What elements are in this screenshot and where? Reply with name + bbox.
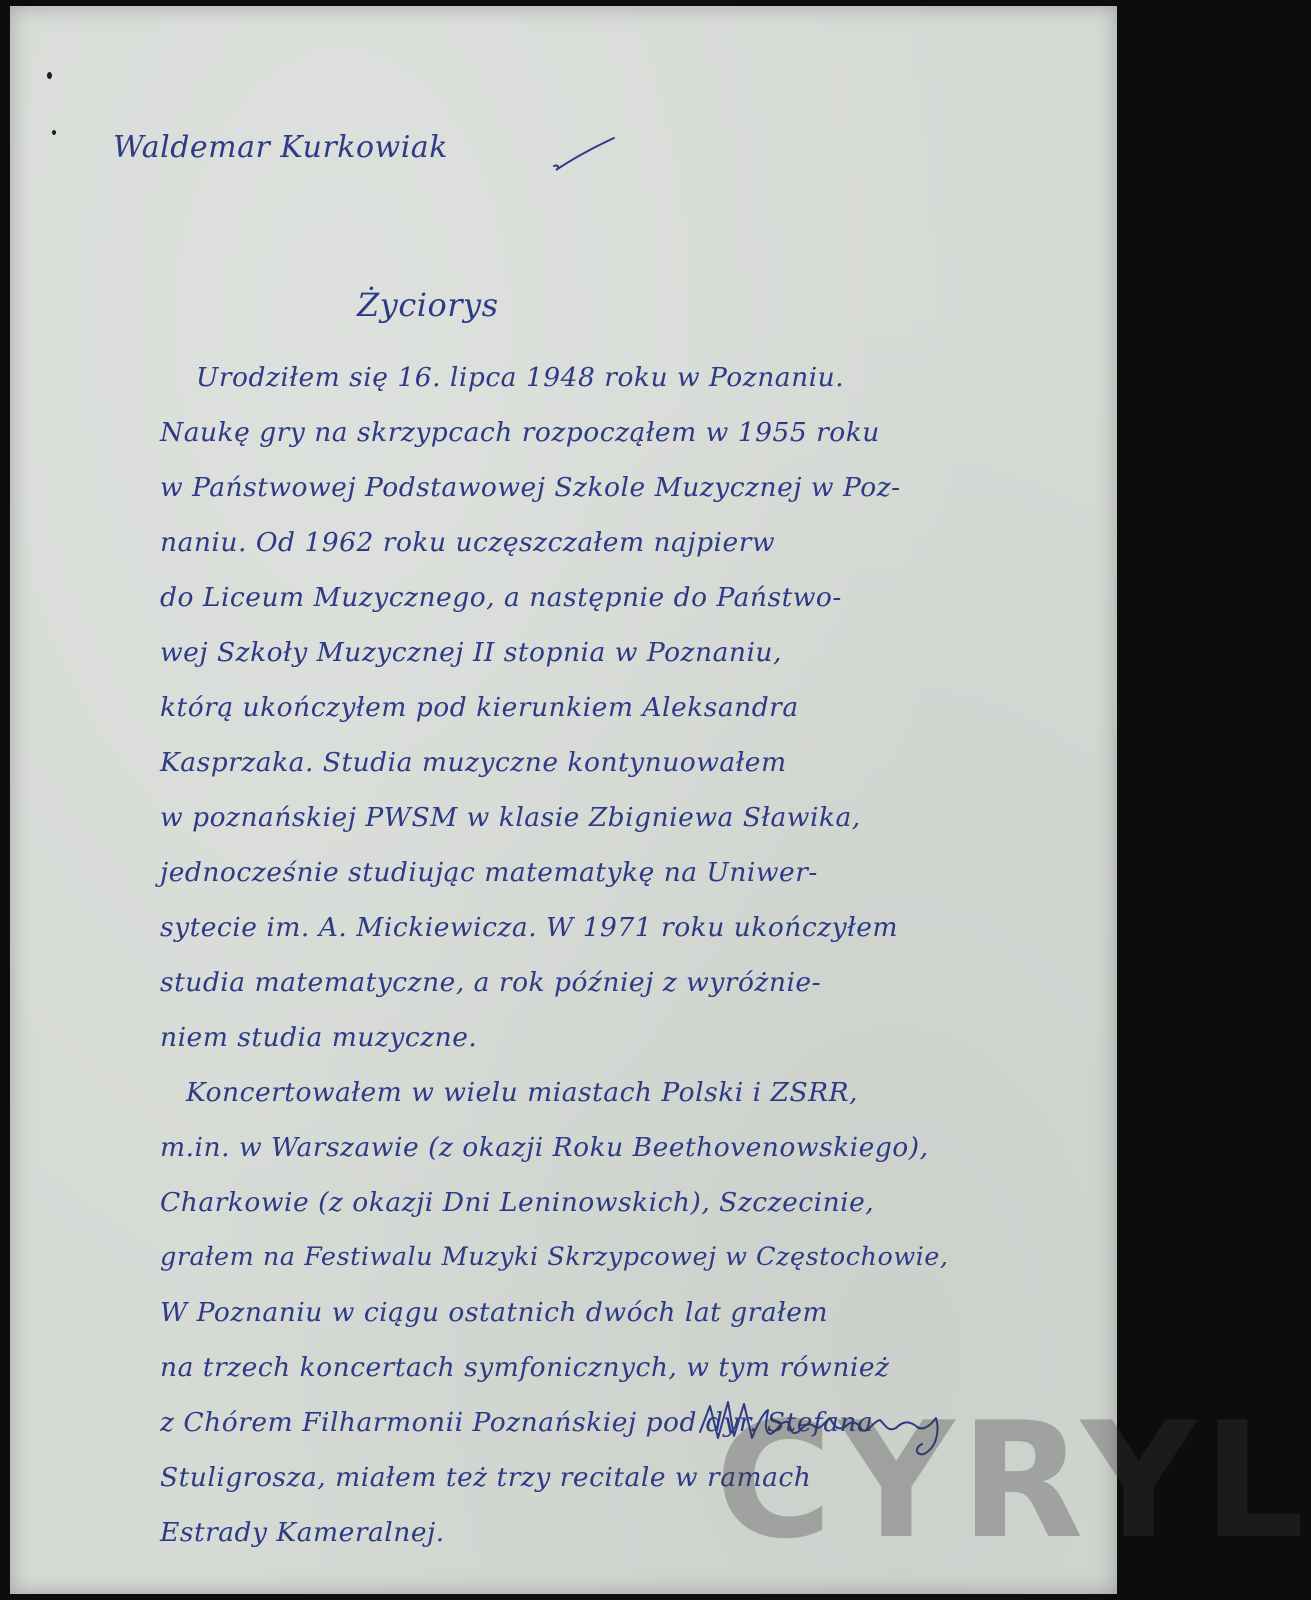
watermark-logo: CYRYL — [715, 1387, 1311, 1574]
text-line: niem studia muzyczne. — [160, 1022, 478, 1053]
text-line: Koncertowałem w wielu miastach Polski i ZSRR, — [186, 1077, 858, 1108]
text-line: Estrady Kameralnej. — [160, 1517, 445, 1548]
text-line: jednocześnie studiując matematykę na Uniwer- — [160, 857, 818, 888]
text-line: na trzech koncertach symfonicznych, w tym również — [160, 1352, 890, 1383]
text-line: Kasprzaka. Studia muzyczne kontynuowałem — [160, 747, 787, 778]
text-line: z Chórem Filharmonii Poznańskiej pod dyr. Stefana — [160, 1407, 874, 1438]
text-line: grałem na Festiwalu Muzyki Skrzypcowej w Częstochowie, — [160, 1242, 949, 1272]
text-line: studia matematyczne, a rok później z wyróżnie- — [160, 967, 822, 998]
text-line: Charkowie (z okazji Dni Leninowskich), Szczecinie, — [160, 1187, 875, 1218]
author-name: Waldemar Kurkowiak — [113, 130, 448, 165]
paper-speck — [52, 130, 56, 135]
text-line: Urodziłem się 16. lipca 1948 roku w Poznaniu. — [196, 362, 845, 393]
text-line: w poznańskiej PWSM w klasie Zbigniewa Sławika, — [160, 802, 861, 833]
text-line: naniu. Od 1962 roku uczęszczałem najpierw — [160, 527, 776, 558]
text-line: Stuligrosza, miałem też trzy recitale w ramach — [160, 1462, 812, 1493]
paper-speck — [47, 72, 52, 79]
text-line: do Liceum Muzycznego, a następnie do Państwo- — [160, 582, 842, 613]
text-line: m.in. w Warszawie (z okazji Roku Beethovenowskiego), — [160, 1132, 929, 1163]
text-line: w Państwowej Podstawowej Szkole Muzycznej w Poz- — [160, 472, 901, 503]
text-line: którą ukończyłem pod kierunkiem Aleksandra — [160, 692, 799, 723]
text-line: W Poznaniu w ciągu ostatnich dwóch lat grałem — [160, 1297, 829, 1328]
text-line: Naukę gry na skrzypcach rozpocząłem w 1955 roku — [160, 417, 880, 448]
letter-page — [10, 6, 1311, 1594]
text-line: sytecie im. A. Mickiewicza. W 1971 roku ukończyłem — [160, 912, 899, 943]
check-mark-icon — [552, 134, 616, 174]
text-line: wej Szkoły Muzycznej II stopnia w Poznaniu, — [160, 637, 782, 668]
document-title: Życiorys — [357, 286, 499, 324]
